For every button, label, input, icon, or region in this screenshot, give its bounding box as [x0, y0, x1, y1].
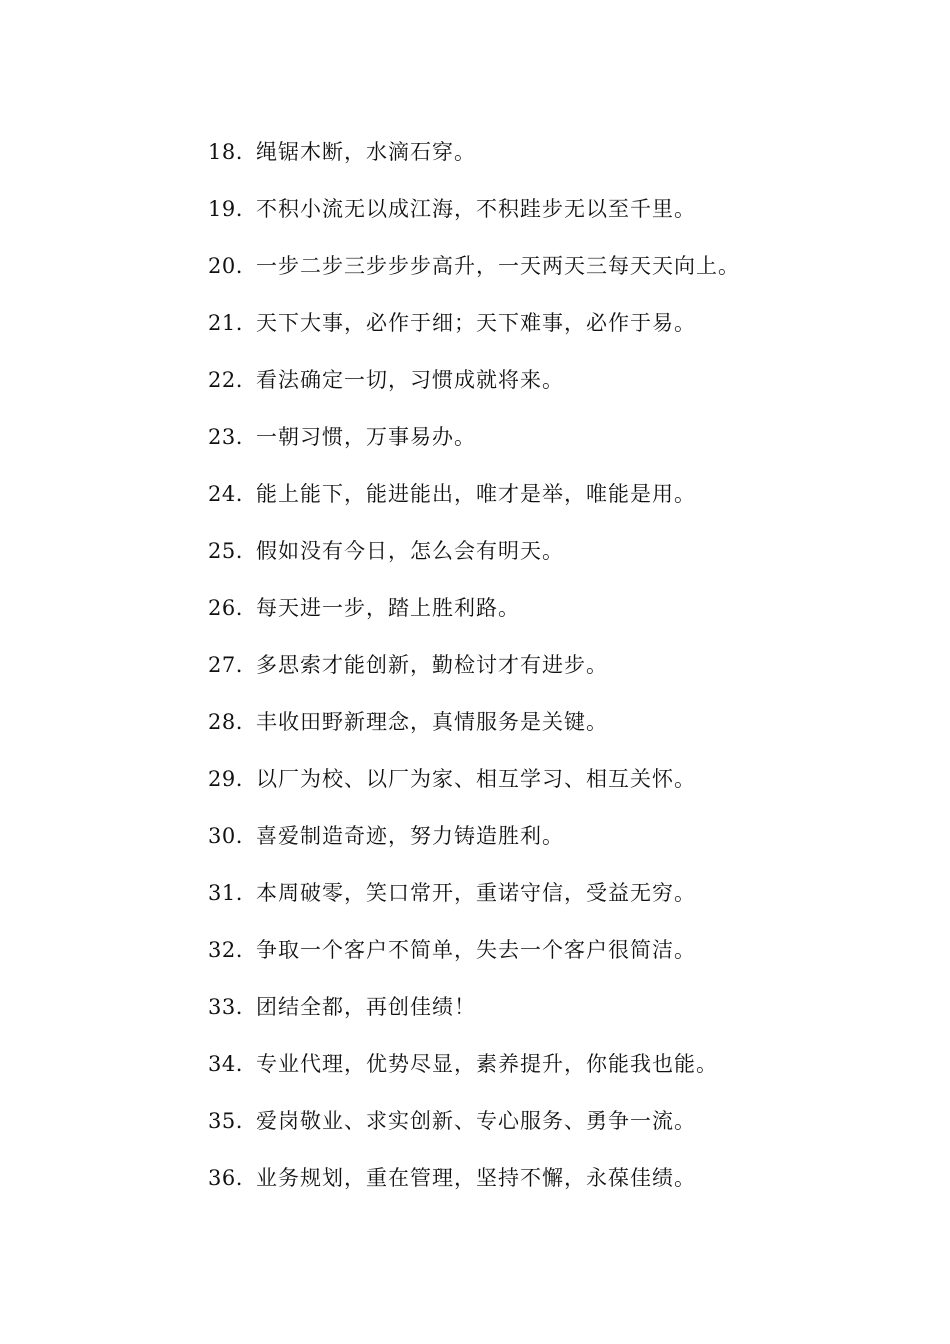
list-item: [208, 1046, 848, 1103]
item-text: 本周破零，笑口常开，重诺守信，受益无穷。: [256, 881, 696, 905]
item-number: 32.: [208, 938, 243, 962]
item-text: 争取一个客户不简单，失去一个客户很简洁。: [256, 938, 696, 962]
item-text: 喜爱制造奇迹，努力铸造胜利。: [256, 824, 564, 848]
item-number: 36.: [208, 1166, 243, 1190]
item-text: 丰收田野新理念，真情服务是关键。: [256, 710, 608, 734]
item-text: 一步二步三步步步高升，一天两天三每天天向上。: [256, 254, 740, 278]
item-text: 看法确定一切，习惯成就将来。: [256, 368, 564, 392]
list-item: [208, 476, 848, 533]
item-number: 25.: [208, 539, 243, 563]
item-number: 33.: [208, 995, 243, 1019]
list-item: [208, 134, 848, 191]
list-item: [208, 647, 848, 704]
item-number: 19.: [208, 197, 243, 221]
item-number: 27.: [208, 653, 243, 677]
item-number: 22.: [208, 368, 243, 392]
list-item: [208, 533, 848, 590]
item-number: 29.: [208, 767, 243, 791]
list-item: [208, 932, 848, 989]
list-item: [208, 704, 848, 761]
item-number: 31.: [208, 881, 243, 905]
item-number: 24.: [208, 482, 243, 506]
item-text: 天下大事，必作于细；天下难事，必作于易。: [256, 311, 696, 335]
item-number: 34.: [208, 1052, 243, 1076]
slogan-list: [208, 134, 848, 1217]
list-item: [208, 1160, 848, 1217]
list-item: [208, 989, 848, 1046]
item-text: 不积小流无以成江海，不积跬步无以至千里。: [256, 197, 696, 221]
list-item: [208, 362, 848, 419]
item-text: 团结全都，再创佳绩！: [256, 995, 476, 1019]
item-number: 18.: [208, 140, 243, 164]
item-text: 每天进一步，踏上胜利路。: [256, 596, 520, 620]
item-text: 假如没有今日，怎么会有明天。: [256, 539, 564, 563]
item-text: 业务规划，重在管理，坚持不懈，永葆佳绩。: [256, 1166, 696, 1190]
item-text: 一朝习惯，万事易办。: [256, 425, 476, 449]
list-item: [208, 1103, 848, 1160]
list-item: [208, 191, 848, 248]
item-text: 绳锯木断，水滴石穿。: [256, 140, 476, 164]
item-text: 专业代理，优势尽显，素养提升，你能我也能。: [256, 1052, 718, 1076]
list-item: [208, 818, 848, 875]
item-text: 以厂为校、以厂为家、相互学习、相互关怀。: [256, 767, 696, 791]
item-number: 30.: [208, 824, 243, 848]
item-number: 35.: [208, 1109, 243, 1133]
list-item: [208, 875, 848, 932]
list-item: [208, 248, 848, 305]
item-number: 28.: [208, 710, 243, 734]
list-item: [208, 761, 848, 818]
list-item: [208, 305, 848, 362]
item-text: 爱岗敬业、求实创新、专心服务、勇争一流。: [256, 1109, 696, 1133]
item-text: 多思索才能创新，勤检讨才有进步。: [256, 653, 608, 677]
item-number: 21.: [208, 311, 243, 335]
list-item: [208, 419, 848, 476]
item-number: 23.: [208, 425, 243, 449]
list-item: [208, 590, 848, 647]
item-number: 20.: [208, 254, 243, 278]
item-text: 能上能下，能进能出，唯才是举，唯能是用。: [256, 482, 696, 506]
item-number: 26.: [208, 596, 243, 620]
